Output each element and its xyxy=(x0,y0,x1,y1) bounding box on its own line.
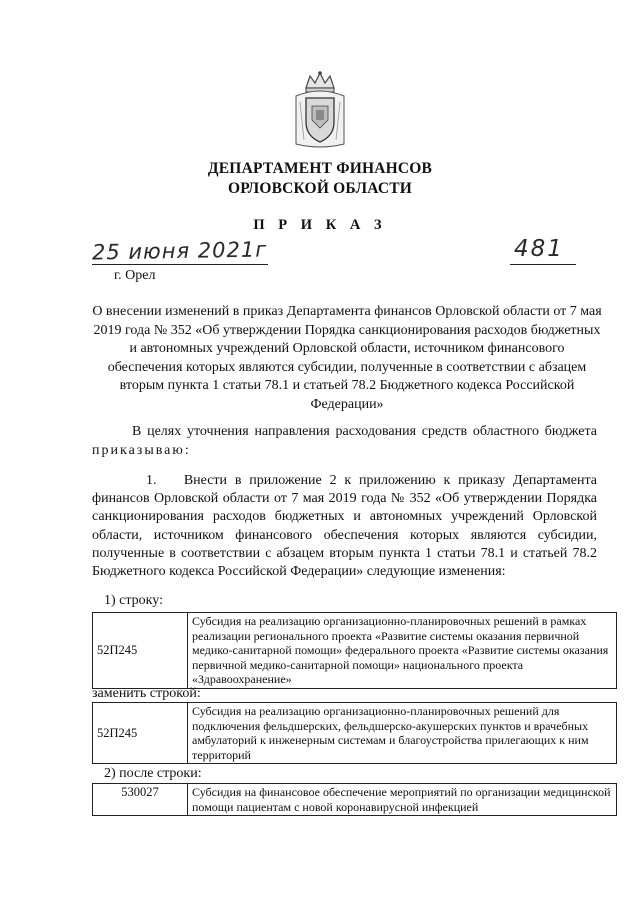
coat-of-arms-emblem xyxy=(292,70,348,150)
row-description: Субсидия на финансовое обеспечение мероприятий по организации медицинской помощи пациентам с новой коронавирусной инфекцией xyxy=(188,784,617,816)
department-name-line1: ДЕПАРТАМЕНТ ФИНАНСОВ xyxy=(207,160,433,177)
handwritten-date: 25 июня 2021г xyxy=(91,237,268,265)
after-row-table xyxy=(92,783,617,816)
handwritten-order-number: 481 xyxy=(514,236,564,262)
item-1-text: Внести в приложение 2 к приложению к приказу Департамента финансов Орловской области от 7 мая 2019 года № 352 «Об утверждении Порядка санкционирования расходов бюджетных и автономных учреждений Орловской области, источником финансового обеспечения которых являются субсидии, полученные в соответствии с абзацем вторым пункта 1 статьи 78.1 и статьей 78.2 Бюджетного кодекса Российской Федерации» следующие изменения: xyxy=(92,473,598,580)
sub-item-1-label: 1) строку: xyxy=(104,593,163,608)
order-title: О внесении изменений в приказ Департамента финансов Орловской области от 7 мая 2019 года № 352 «Об утверждении Порядка санкционирования расходов бюджетных и автономных учреждений Орловской области, источником финансового обеспечения которых являются субсидии, полученные в соответствии с абзацем вторым пункта 1 статьи 78.1 и статьей 78.2 Бюджетного кодекса Российской Федерации» xyxy=(92,304,602,412)
old-row-table xyxy=(92,612,617,689)
row-description: Субсидия на реализацию организационно-планировочных решений для подключения фельдшерских, фельдшерско-акушерских пунктов и врачебных амбулаторий к инженерным системам и благоустройства прилегающих к ним территорий xyxy=(188,703,617,764)
city-label: г. Орел xyxy=(114,268,156,283)
row-code: 530027 xyxy=(93,784,188,816)
table-row xyxy=(93,613,617,689)
item-1-number: 1. xyxy=(146,473,157,488)
document-type-heading: П Р И К А З xyxy=(253,217,387,233)
department-name-line2: ОРЛОВСКОЙ ОБЛАСТИ xyxy=(227,180,413,197)
row-code: 52П245 xyxy=(93,703,188,764)
intro-text: В целях уточнения направления расходования средств областного бюджета xyxy=(132,424,597,439)
replace-label: заменить строкой: xyxy=(92,686,201,701)
table-row xyxy=(93,784,617,816)
new-row-table xyxy=(92,702,617,764)
number-underline xyxy=(510,264,576,265)
intro-paragraph xyxy=(92,423,597,460)
item-1-paragraph xyxy=(92,472,597,581)
row-code: 52П245 xyxy=(93,613,188,689)
intro-emphasis: приказываю: xyxy=(92,442,191,458)
sub-item-2-label: 2) после строки: xyxy=(104,766,202,781)
row-description: Субсидия на реализацию организационно-планировочных решений в рамках реализации регионального проекта «Развитие системы оказания первичной медико-санитарной помощи» федерального проекта «Развитие системы оказания первичной медико-санитарной помощи» национального проекта «Здравоохранение» xyxy=(188,613,617,689)
date-underline xyxy=(92,264,268,265)
table-row xyxy=(93,703,617,764)
